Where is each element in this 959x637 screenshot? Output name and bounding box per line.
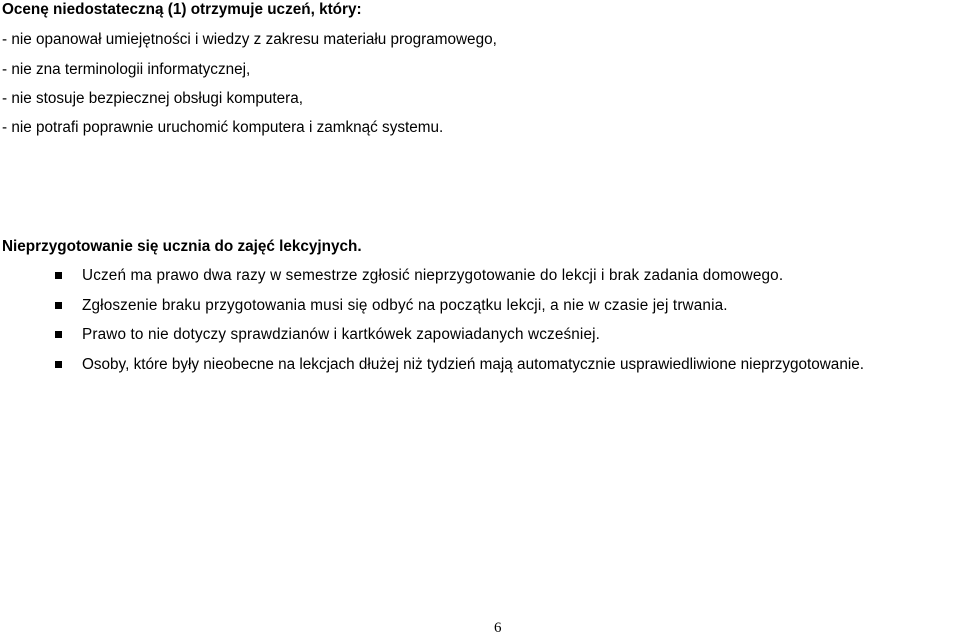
- bullet-text-3: Prawo to nie dotyczy sprawdzianów i kartkówek zapowiadanych wcześniej.: [82, 326, 601, 343]
- bullet-text-2: Zgłoszenie braku przygotowania musi się odbyć na początku lekcji, a nie w czasie jej trwania.: [82, 297, 728, 314]
- square-bullet-icon: [55, 302, 62, 309]
- grade-criterion-3: - nie stosuje bezpiecznej obsługi komputera,: [2, 90, 304, 107]
- grade-heading: Ocenę niedostateczną (1) otrzymuje uczeń, który:: [2, 1, 362, 18]
- grade-criterion-4: - nie potrafi poprawnie uruchomić komputera i zamknąć systemu.: [2, 119, 444, 136]
- grade-criterion-1: - nie opanował umiejętności i wiedzy z zakresu materiału programowego,: [2, 31, 497, 48]
- bullet-text-4: Osoby, które były nieobecne na lekcjach dłużej niż tydzień mają automatycznie usprawiedliwione nieprzygotowanie.: [82, 356, 864, 373]
- bullet-text-1: Uczeń ma prawo dwa razy w semestrze zgłosić nieprzygotowanie do lekcji i brak zadania domowego.: [82, 267, 784, 284]
- grade-criterion-2: - nie zna terminologii informatycznej,: [2, 61, 251, 78]
- page-number: 6: [494, 620, 502, 636]
- square-bullet-icon: [55, 361, 62, 368]
- square-bullet-icon: [55, 272, 62, 279]
- square-bullet-icon: [55, 331, 62, 338]
- unprepared-heading: Nieprzygotowanie się ucznia do zajęć lekcyjnych.: [2, 238, 362, 255]
